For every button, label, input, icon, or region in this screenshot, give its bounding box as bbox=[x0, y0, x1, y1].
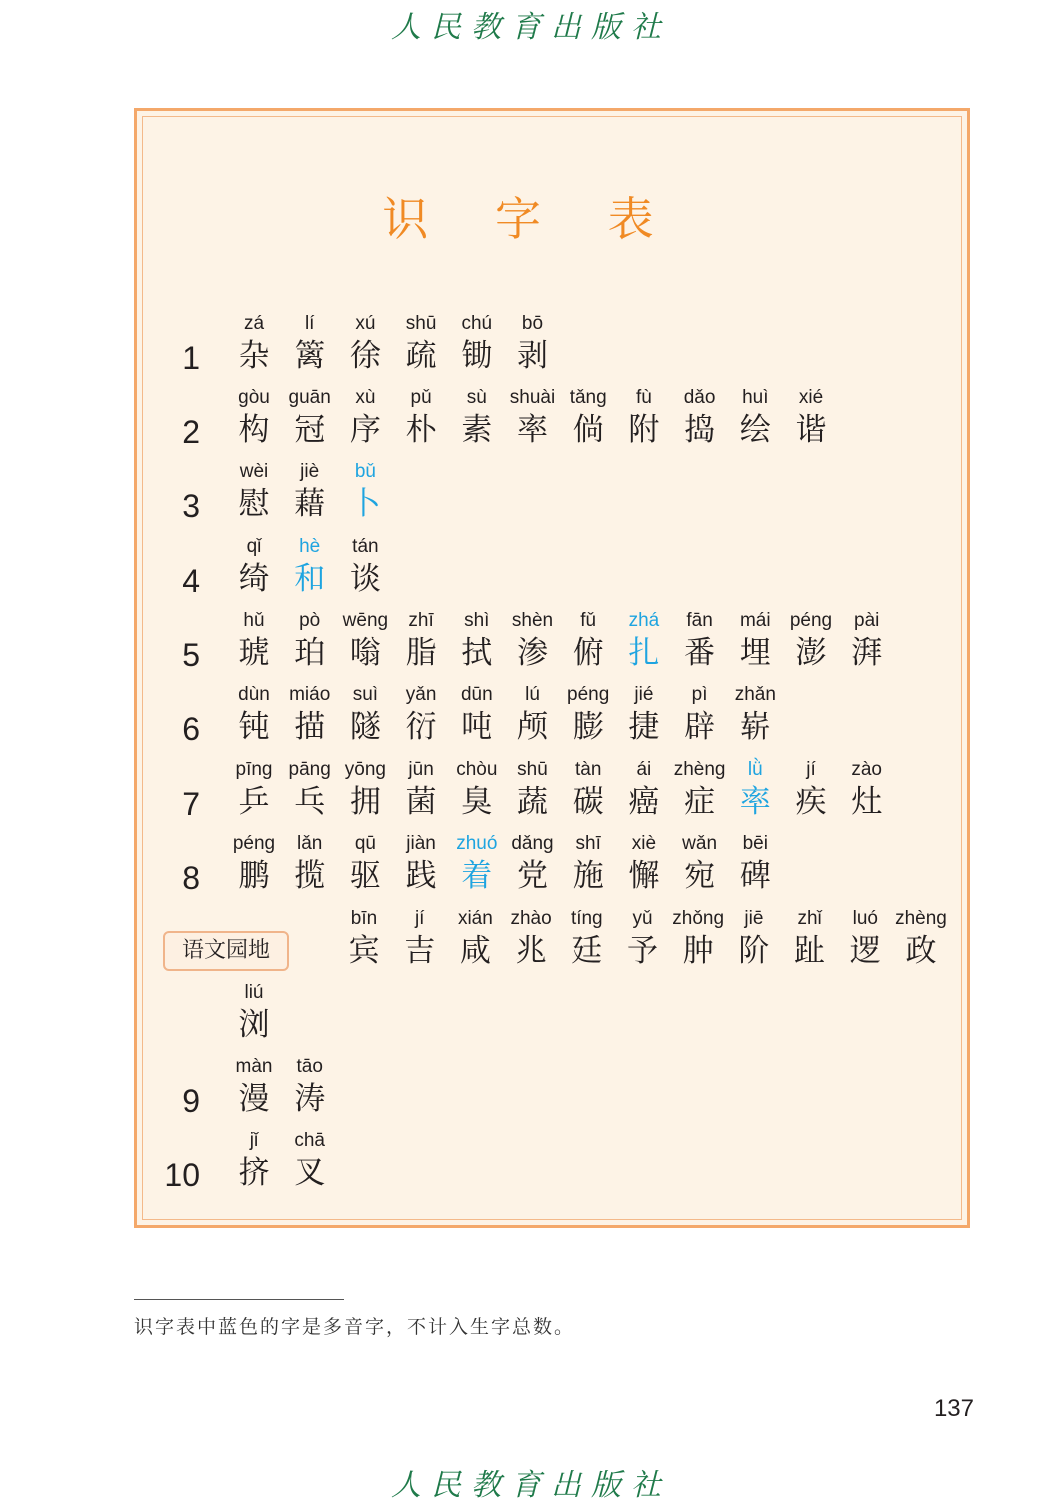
character-entry bbox=[391, 758, 451, 822]
character-entry bbox=[724, 907, 784, 971]
hanzi: 拭 bbox=[461, 635, 493, 671]
pinyin: mái bbox=[739, 610, 771, 631]
hanzi: 宛 bbox=[684, 858, 716, 894]
hanzi: 番 bbox=[684, 635, 716, 671]
hanzi: 序 bbox=[349, 412, 381, 448]
character-entry bbox=[837, 758, 897, 822]
hanzi: 肿 bbox=[682, 933, 714, 969]
character-entry bbox=[670, 832, 730, 896]
pinyin: zào bbox=[851, 759, 882, 780]
hanzi: 宾 bbox=[348, 933, 380, 969]
hanzi: 予 bbox=[627, 933, 658, 969]
hanzi: 蔬 bbox=[517, 784, 548, 820]
pinyin: zhǒng bbox=[672, 908, 725, 929]
row-number: 1 bbox=[182, 340, 200, 376]
character-entry bbox=[670, 758, 730, 822]
hanzi: 倘 bbox=[572, 412, 604, 448]
pinyin: zhèng bbox=[673, 759, 726, 780]
hanzi: 捷 bbox=[628, 709, 660, 745]
hanzi: 碳 bbox=[572, 784, 604, 820]
hanzi: 率 bbox=[517, 412, 548, 448]
pinyin: bǔ bbox=[354, 461, 376, 482]
hanzi: 描 bbox=[294, 709, 326, 745]
hanzi: 阶 bbox=[738, 933, 770, 969]
hanzi: 杂 bbox=[238, 338, 270, 374]
hanzi: 鹏 bbox=[238, 858, 270, 894]
character-entry bbox=[891, 907, 951, 971]
character-entry bbox=[280, 609, 340, 673]
pinyin: màn bbox=[235, 1056, 273, 1077]
character-entry bbox=[447, 609, 507, 673]
pinyin: bēi bbox=[742, 833, 768, 854]
publisher-logo-top: 人民教育出版社 bbox=[391, 10, 671, 45]
pinyin: pǔ bbox=[410, 387, 432, 408]
character-entry bbox=[280, 312, 340, 376]
hanzi: 兆 bbox=[515, 933, 547, 969]
hanzi: 埋 bbox=[739, 635, 771, 671]
pinyin: qū bbox=[354, 833, 376, 854]
character-entry bbox=[614, 386, 674, 450]
pinyin: jiàn bbox=[406, 833, 436, 854]
pinyin: bō bbox=[521, 313, 544, 334]
pinyin: zhuó bbox=[456, 833, 498, 854]
pinyin: shū bbox=[405, 313, 437, 334]
hanzi: 菌 bbox=[405, 784, 437, 820]
pinyin: fān bbox=[686, 610, 713, 631]
character-entry bbox=[670, 609, 730, 673]
character-entry bbox=[224, 386, 284, 450]
footnote-text: 识字表中蓝色的字是多音字，不计入生字总数。 bbox=[134, 1316, 576, 1338]
hanzi: 吉 bbox=[404, 933, 436, 969]
pinyin: dǎo bbox=[683, 387, 716, 408]
pinyin: jí bbox=[806, 759, 816, 780]
pinyin: dǎng bbox=[511, 833, 554, 854]
pinyin: chú bbox=[461, 313, 493, 334]
character-entry bbox=[224, 460, 284, 524]
character-entry bbox=[557, 907, 617, 971]
character-entry bbox=[391, 832, 451, 896]
hanzi: 施 bbox=[572, 858, 604, 894]
pinyin: zá bbox=[243, 313, 265, 334]
pinyin: wǎn bbox=[682, 833, 718, 854]
pinyin: fù bbox=[635, 387, 652, 408]
hanzi: 衍 bbox=[405, 709, 437, 745]
character-entry bbox=[781, 758, 841, 822]
pinyin: lǜ bbox=[747, 759, 763, 780]
character-entry bbox=[614, 758, 674, 822]
pinyin: yǔ bbox=[632, 908, 653, 929]
pinyin: lú bbox=[525, 684, 540, 705]
hanzi: 绘 bbox=[739, 412, 771, 448]
row-number: 9 bbox=[182, 1083, 200, 1119]
pinyin: shì bbox=[464, 610, 490, 631]
character-entry bbox=[280, 1055, 340, 1119]
hanzi: 叉 bbox=[294, 1155, 326, 1191]
pinyin: ái bbox=[636, 759, 652, 780]
pinyin: yōng bbox=[344, 759, 386, 780]
character-entry bbox=[280, 535, 340, 599]
character-entry bbox=[558, 386, 618, 450]
character-entry bbox=[447, 832, 507, 896]
character-entry bbox=[280, 386, 340, 450]
pinyin: hè bbox=[299, 536, 321, 557]
character-entry bbox=[670, 386, 730, 450]
hanzi: 揽 bbox=[294, 858, 326, 894]
pinyin: jǐ bbox=[249, 1130, 259, 1151]
pinyin: tǎng bbox=[569, 387, 607, 408]
character-entry bbox=[781, 386, 841, 450]
hanzi: 辟 bbox=[684, 709, 716, 745]
hanzi: 驱 bbox=[349, 858, 381, 894]
character-entry bbox=[224, 683, 284, 747]
pinyin: péng bbox=[789, 610, 833, 631]
pinyin: fǔ bbox=[580, 610, 597, 631]
hanzi: 谈 bbox=[349, 561, 381, 597]
pinyin: jí bbox=[414, 908, 425, 929]
pinyin: shèn bbox=[511, 610, 554, 631]
hanzi: 慰 bbox=[238, 486, 270, 522]
character-entry bbox=[391, 683, 451, 747]
hanzi: 锄 bbox=[461, 338, 493, 374]
hanzi: 咸 bbox=[459, 933, 491, 969]
character-entry bbox=[668, 907, 728, 971]
character-entry bbox=[447, 312, 507, 376]
character-entry bbox=[558, 683, 618, 747]
character-entry bbox=[445, 907, 505, 971]
hanzi: 冠 bbox=[294, 412, 326, 448]
hanzi: 谐 bbox=[795, 412, 827, 448]
hanzi: 徐 bbox=[349, 338, 381, 374]
pinyin: shī bbox=[575, 833, 601, 854]
character-entry bbox=[335, 609, 395, 673]
character-entry bbox=[224, 981, 284, 1045]
pinyin: zhǐ bbox=[797, 908, 822, 929]
hanzi: 党 bbox=[517, 858, 548, 894]
character-entry bbox=[725, 832, 785, 896]
hanzi: 捣 bbox=[684, 412, 716, 448]
pinyin: pīng bbox=[235, 759, 273, 780]
row-number: 6 bbox=[182, 711, 200, 747]
character-entry bbox=[224, 832, 284, 896]
hanzi: 藉 bbox=[294, 486, 326, 522]
character-entry bbox=[280, 832, 340, 896]
pinyin: luó bbox=[852, 908, 878, 929]
hanzi: 珀 bbox=[294, 635, 326, 671]
pinyin: jiē bbox=[744, 908, 764, 929]
hanzi: 绮 bbox=[238, 561, 270, 597]
hanzi: 扎 bbox=[628, 635, 660, 671]
hanzi: 挤 bbox=[238, 1155, 270, 1191]
chinese-garden-label: 语文园地 bbox=[163, 931, 289, 971]
pinyin: zhǎn bbox=[734, 684, 776, 705]
hanzi: 疏 bbox=[405, 338, 437, 374]
pinyin: chòu bbox=[456, 759, 498, 780]
pinyin: gòu bbox=[238, 387, 270, 408]
character-entry bbox=[224, 1055, 284, 1119]
hanzi: 逻 bbox=[849, 933, 881, 969]
character-entry bbox=[224, 1129, 284, 1193]
pinyin: pò bbox=[299, 610, 321, 631]
pinyin: xú bbox=[355, 313, 376, 334]
pinyin: jūn bbox=[408, 759, 434, 780]
character-entry bbox=[224, 535, 284, 599]
hanzi: 政 bbox=[905, 933, 937, 969]
hanzi: 俯 bbox=[572, 635, 604, 671]
pinyin: xié bbox=[798, 387, 824, 408]
hanzi: 乓 bbox=[294, 784, 326, 820]
hanzi: 拥 bbox=[349, 784, 381, 820]
character-entry bbox=[837, 609, 897, 673]
pinyin: péng bbox=[232, 833, 276, 854]
pinyin: dūn bbox=[460, 684, 493, 705]
pinyin: guān bbox=[288, 387, 331, 408]
character-entry bbox=[447, 758, 507, 822]
character-entry bbox=[614, 832, 674, 896]
hanzi: 廷 bbox=[571, 933, 603, 969]
character-entry bbox=[335, 460, 395, 524]
row-number: 10 bbox=[164, 1157, 200, 1193]
character-entry bbox=[335, 683, 395, 747]
hanzi: 涛 bbox=[294, 1081, 326, 1117]
pinyin: pì bbox=[691, 684, 708, 705]
hanzi: 疾 bbox=[795, 784, 827, 820]
pinyin: xiè bbox=[631, 833, 657, 854]
character-entry bbox=[725, 683, 785, 747]
character-entry bbox=[501, 907, 561, 971]
character-entry bbox=[558, 832, 618, 896]
character-entry bbox=[780, 907, 840, 971]
character-entry bbox=[503, 386, 563, 450]
pinyin: huì bbox=[742, 387, 769, 408]
hanzi: 颅 bbox=[517, 709, 548, 745]
row-number: 7 bbox=[182, 786, 200, 822]
pinyin: jié bbox=[634, 684, 654, 705]
pinyin: shuài bbox=[509, 387, 556, 408]
character-entry bbox=[725, 758, 785, 822]
character-entry bbox=[558, 758, 618, 822]
hanzi: 膨 bbox=[572, 709, 604, 745]
pinyin: xián bbox=[457, 908, 493, 929]
character-entry bbox=[447, 386, 507, 450]
pinyin: miáo bbox=[289, 684, 331, 705]
hanzi: 琥 bbox=[238, 635, 270, 671]
hanzi: 卜 bbox=[349, 486, 381, 522]
hanzi: 趾 bbox=[794, 933, 826, 969]
character-entry bbox=[391, 386, 451, 450]
pinyin: pài bbox=[854, 610, 880, 631]
hanzi: 隧 bbox=[349, 709, 381, 745]
character-entry bbox=[280, 460, 340, 524]
hanzi: 素 bbox=[461, 412, 493, 448]
hanzi: 臭 bbox=[461, 784, 493, 820]
character-entry bbox=[224, 758, 284, 822]
character-entry bbox=[725, 609, 785, 673]
hanzi: 渗 bbox=[517, 635, 548, 671]
hanzi: 湃 bbox=[851, 635, 883, 671]
pinyin: lí bbox=[304, 313, 315, 334]
character-entry bbox=[224, 609, 284, 673]
hanzi: 懈 bbox=[628, 858, 660, 894]
pinyin: qǐ bbox=[246, 536, 262, 557]
character-entry bbox=[334, 907, 394, 971]
pinyin: tàn bbox=[574, 759, 602, 780]
character-entry bbox=[390, 907, 450, 971]
hanzi: 剥 bbox=[517, 338, 548, 374]
character-entry bbox=[335, 312, 395, 376]
hanzi: 和 bbox=[294, 561, 326, 597]
character-entry bbox=[613, 907, 673, 971]
character-entry bbox=[447, 683, 507, 747]
pinyin: bīn bbox=[350, 908, 378, 929]
character-entry bbox=[335, 386, 395, 450]
character-entry bbox=[335, 535, 395, 599]
character-entry bbox=[280, 758, 340, 822]
pinyin: yǎn bbox=[405, 684, 437, 705]
hanzi: 碑 bbox=[739, 858, 771, 894]
character-entry bbox=[503, 758, 563, 822]
pinyin: xù bbox=[355, 387, 376, 408]
hanzi: 癌 bbox=[628, 784, 660, 820]
pinyin: sù bbox=[466, 387, 487, 408]
hanzi: 嗡 bbox=[349, 635, 381, 671]
character-entry bbox=[280, 683, 340, 747]
hanzi: 乒 bbox=[238, 784, 270, 820]
pinyin: suì bbox=[352, 684, 379, 705]
hanzi: 钝 bbox=[238, 709, 270, 745]
footnote-divider bbox=[134, 1299, 344, 1300]
character-entry bbox=[335, 832, 395, 896]
hanzi: 浏 bbox=[238, 1007, 270, 1043]
hanzi: 篱 bbox=[294, 338, 326, 374]
row-number: 5 bbox=[182, 637, 200, 673]
hanzi: 践 bbox=[405, 858, 437, 894]
character-entry bbox=[280, 1129, 340, 1193]
hanzi: 灶 bbox=[851, 784, 883, 820]
row-number: 8 bbox=[182, 860, 200, 896]
pinyin: zhào bbox=[510, 908, 552, 929]
hanzi: 着 bbox=[461, 858, 493, 894]
hanzi: 构 bbox=[238, 412, 270, 448]
character-entry bbox=[391, 312, 451, 376]
pinyin: wēng bbox=[342, 610, 389, 631]
hanzi: 澎 bbox=[795, 635, 827, 671]
pinyin: shū bbox=[517, 759, 548, 780]
pinyin: zhèng bbox=[895, 908, 947, 929]
character-entry bbox=[614, 683, 674, 747]
character-entry bbox=[503, 609, 563, 673]
pinyin: zhá bbox=[628, 610, 660, 631]
pinyin: tíng bbox=[570, 908, 603, 929]
hanzi: 吨 bbox=[461, 709, 493, 745]
hanzi: 崭 bbox=[739, 709, 771, 745]
page-title: 识 字 表 bbox=[382, 192, 680, 246]
hanzi: 附 bbox=[628, 412, 660, 448]
pinyin: chā bbox=[294, 1130, 325, 1151]
character-entry bbox=[781, 609, 841, 673]
pinyin: tán bbox=[352, 536, 379, 557]
pinyin: pāng bbox=[288, 759, 331, 780]
pinyin: dùn bbox=[238, 684, 270, 705]
character-entry bbox=[503, 683, 563, 747]
character-entry bbox=[503, 832, 563, 896]
hanzi: 症 bbox=[684, 784, 716, 820]
hanzi: 脂 bbox=[405, 635, 437, 671]
character-entry bbox=[725, 386, 785, 450]
publisher-logo-bottom: 人民教育出版社 bbox=[391, 1468, 671, 1503]
row-number: 2 bbox=[182, 414, 200, 450]
pinyin: wèi bbox=[239, 461, 269, 482]
pinyin: tāo bbox=[296, 1056, 323, 1077]
character-entry bbox=[391, 609, 451, 673]
hanzi: 率 bbox=[739, 784, 771, 820]
hanzi: 漫 bbox=[238, 1081, 270, 1117]
hanzi: 朴 bbox=[405, 412, 437, 448]
row-number: 3 bbox=[182, 488, 200, 524]
character-entry bbox=[224, 312, 284, 376]
character-entry bbox=[614, 609, 674, 673]
pinyin: lǎn bbox=[297, 833, 323, 854]
row-number: 4 bbox=[182, 563, 200, 599]
character-entry bbox=[835, 907, 895, 971]
character-entry bbox=[558, 609, 618, 673]
character-entry bbox=[670, 683, 730, 747]
pinyin: zhī bbox=[408, 610, 434, 631]
pinyin: jiè bbox=[300, 461, 320, 482]
page-number: 137 bbox=[933, 1395, 974, 1422]
pinyin: péng bbox=[567, 684, 610, 705]
character-entry bbox=[335, 758, 395, 822]
character-entry bbox=[503, 312, 563, 376]
pinyin: liú bbox=[244, 982, 264, 1003]
pinyin: hǔ bbox=[243, 610, 265, 631]
